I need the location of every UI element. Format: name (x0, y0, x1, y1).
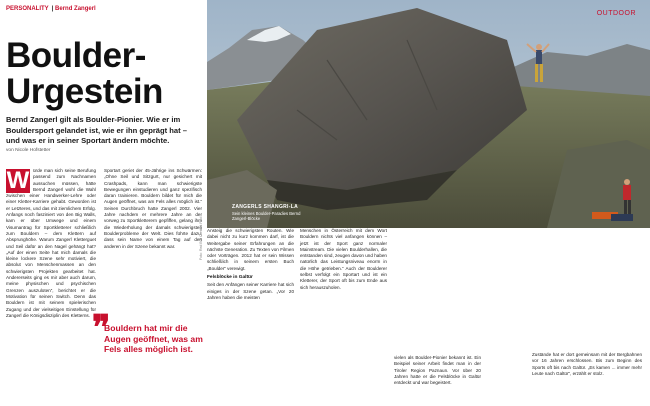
headline-line-1: Boulder- (6, 36, 146, 75)
headline (6, 38, 163, 110)
boulder-photo-svg (207, 0, 650, 228)
boulder-photo (207, 0, 650, 228)
section-label: PERSONALITY (6, 6, 49, 12)
body-column-3b-text: Seit den Anfängen seiner Karriere hat sich einiges in der Szene getan. „Vor 20 Jahren haben die meisten (207, 282, 294, 300)
dropcap: W (6, 167, 30, 194)
body-column-3 (207, 228, 294, 403)
headline-line-2: Urgestein (6, 72, 163, 111)
rail-byline: Bernd Zangerl (55, 6, 96, 12)
body-column-6: Zustände hat er dort gemeinsam mit der Bergbahnen vor 16 Jahren erschlossen. Bis zum Beginn des Sports oft bis nach Galtür. „Es kamen ... immer mehr Leute nach Galtür“, erzählt er stolz. (532, 352, 642, 376)
author-line: von Nicole Hofstetter (6, 148, 51, 153)
body-column-2: Sportart geriet der 45-Jährige ins Schwärmen: „Ohne Seil und Sitzgurt, nur gesichert mit Crashpads, kann man schwierigste Bewegungen einstudieren und ganz spezifisch daran trainieren. Bouldern bildet für mich die Augen geöffnet, was am Fels alles möglich ist.“ Seinen Durchbruch hatte Zangerl 2002. Vier Jahre nachdem er mehrere Jahre an der vorweg zu Sportkletterern gepfiffen, gelang ihm die Wiederholung der damals schwierigsten Boulderprobleme der Welt. Dies führte dazu, dass sein Name von einem Tag auf den anderen in der Szene bekannt war. (104, 168, 202, 249)
section-tag: OUTDOOR (596, 10, 636, 17)
body-column-4: Menschen in Österreich mit dem Wort Bouldern nichts viel anfangen können – jetzt ist der Sport ganz normaler Mainstream. Die vielen Boulderhallen, die entstanden sind, zeugen davon und haben natürlich das Leistungsniveau enorm in die Höhe getrieben.“ Auch der Boulderer selbst verfolgt ein Sportart und ist ein Kletterer, der Sport oft bis zum Ende aus sich herauszuholen. (300, 228, 387, 290)
body-column-1-text: ürde man sich seine Berufung passend zum Nachnamen aussuchen müssen, hätte Bernd Zangerl wohl die Wahl zwischen einer Handwerker-Lehre oder einer Kletter-Karriere gehabt. Geworden ist er Letzteres, und das mit ziemlichem Erfolg. Anfangs noch fasziniert von den Big Walls, kam er über Umwege und einem Visumantrag für Sportkletterer schließlich zum Bouldern – dem Klettern auf Absprunghöhe. Warum Zangerl Kletterguet und Seil dafür an den Nagel gehängt hat? „Auf der einen Seite hat mich damals die kleine lockere Szene sehr motiviert, die absolut von Menschenmassen an den schwierigsten Projekten gearbeitet hat. Andererseits ging es mir aber auch darum, meine physischen und psychischen Grenzen auszuloten“, berichtet er die Motivation für seinen Switch. Denn das Bouldern ist mit seinem spielerischen Zugang und der vielseitigen Einstellung für Zangerl die Königsdisziplin des Kletterns. (6, 168, 96, 318)
body-column-5: vielen als Boulder-Pionier bekannt ist. Ein Beispiel seiner Arbeit findet man in der Tiroler Region Paznaun. Vor über 20 Jahren hatte er die Felsblöcke in Galtür entdeckt und war begeistert. (394, 355, 481, 386)
photo-caption-title: ZANGERLS SHANGRI-LA (232, 204, 298, 210)
body-column-3-text: Ansteig die schwierigsten Routen. Wie dabei nicht zu kurz kommen darf, ist die Weitergabe seiner Erfahrungen an die nächste Generation. Zu Texten von Filmen oder Vorträgen. 2012 hat er sein Wissen schließlich in seinem ersten Buch „Boulder“ verewigt. (207, 228, 294, 271)
section-rail (6, 6, 96, 12)
photo-credit: Foto: Red Bull Content Pool (199, 216, 203, 260)
body-column-1 (6, 168, 96, 398)
rail-separator: | (51, 6, 54, 12)
pullquote-mark: ❞ (92, 309, 111, 347)
subhead-galtuer: Felsblöcke in Galtür (207, 275, 253, 281)
photo-caption-subtitle: Sein kleines Boulder-Paradies Bernd Zangerl-Blöcke (232, 211, 301, 221)
pullquote: Bouldern hat mir die Augen geöffnet, was am Fels alles möglich ist. (104, 323, 203, 354)
lede: Bernd Zangerl gilt als Boulder-Pionier. Wie er im Bouldersport gelandet ist, wie er ihn geprägt hat – und was er in seiner Sportart ändern möchte. (6, 115, 188, 145)
